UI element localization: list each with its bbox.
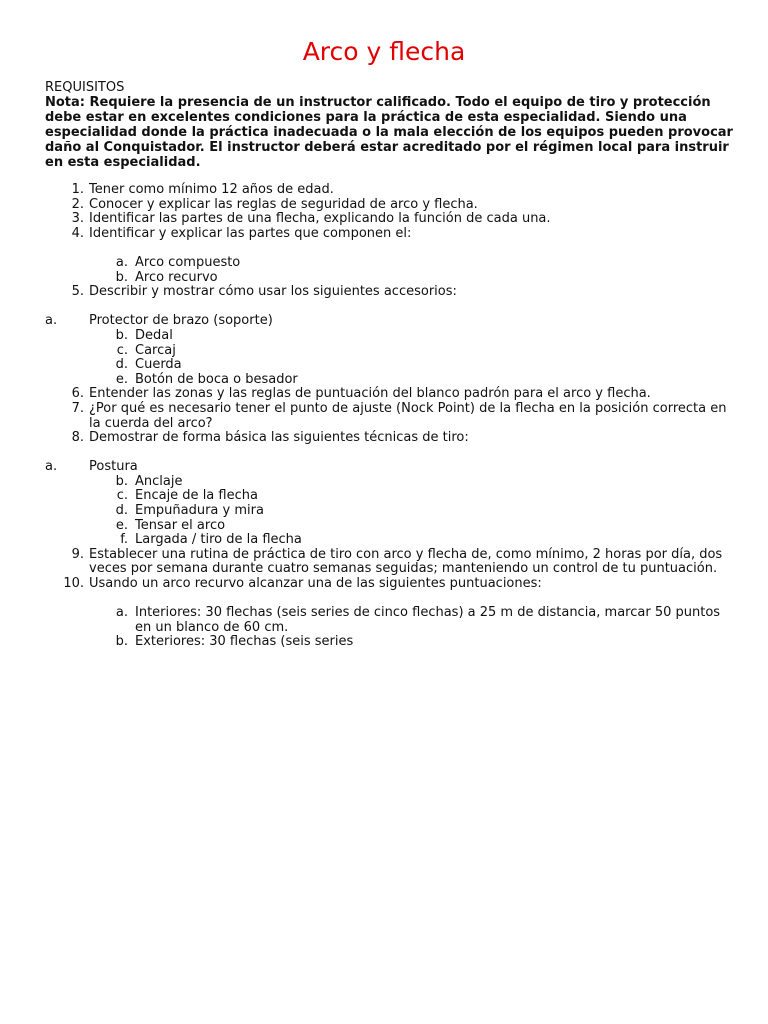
sub-list-item: [45, 504, 735, 519]
page-title: Arco y flecha: [302, 37, 466, 66]
sub-list-item: [45, 635, 735, 650]
item-text: Arco compuesto: [135, 254, 241, 270]
sub-list-item: [45, 489, 735, 504]
item-text: Encaje de la flecha: [135, 488, 258, 504]
item-letter: b.: [115, 634, 128, 650]
item-number: 9.: [71, 546, 84, 562]
item-number: 4.: [71, 225, 84, 241]
item-number: 10.: [63, 576, 84, 592]
item-letter: e.: [115, 371, 128, 387]
requirements-list: [45, 183, 735, 650]
item-number: 7.: [71, 400, 84, 416]
item-number: 1.: [71, 182, 84, 197]
requisitos-heading: REQUISITOS: [45, 80, 125, 95]
item-text: Interiores: 30 flechas (seis series de cinco flechas) a 25 m de distancia, marcar 50 puntos en un blanco de 60 cm.: [135, 605, 721, 635]
spacer: [45, 446, 735, 461]
item-letter: d.: [115, 503, 128, 519]
item-letter: b.: [115, 269, 128, 285]
sub-list-item: [45, 271, 735, 286]
item-text: Botón de boca o besador: [135, 371, 298, 387]
sub-list-item: [45, 256, 735, 271]
item-letter: a.: [115, 605, 128, 621]
spacer: [45, 300, 735, 315]
item-number: 5.: [71, 284, 84, 300]
item-letter: b.: [115, 327, 128, 343]
list-item: [45, 227, 735, 242]
item-text: Postura: [89, 459, 138, 475]
item-text: Establecer una rutina de práctica de tiro con arco y flecha de, como mínimo, 2 horas por día, dos veces por semana durante cuatro semanas seguidas; manteniendo un control de tu puntuación.: [89, 546, 723, 577]
list-item: [45, 387, 735, 402]
item-letter: c.: [116, 342, 128, 358]
item-text: Demostrar de forma básica las siguientes técnicas de tiro:: [89, 430, 469, 446]
sub-list-item: [45, 344, 735, 359]
list-item: [45, 198, 735, 213]
requirements-note: [45, 80, 745, 170]
list-item: [45, 402, 735, 431]
item-letter: a.: [45, 459, 58, 475]
sub-list-item: [45, 358, 735, 373]
list-item: [45, 285, 735, 300]
spacer: [45, 241, 735, 256]
item-letter: a.: [115, 254, 128, 270]
item-letter: a.: [45, 313, 58, 329]
note-text: Nota: Requiere la presencia de un instructor calificado. Todo el equipo de tiro y protección debe estar en excelentes condiciones para la práctica de esta especialidad. Siendo una especialidad donde la práctica inadecuada o la mala elección de los equipos pueden provocar daño al Conquistador. El instructor deberá estar acreditado por el régimen local para instruir en esta especialidad.: [45, 95, 733, 170]
item-text: Empuñadura y mira: [135, 503, 264, 519]
item-number: 2.: [71, 196, 84, 212]
item-text: Describir y mostrar cómo usar los siguientes accesorios:: [89, 284, 457, 300]
item-letter: d.: [115, 357, 128, 373]
spacer: [45, 592, 735, 607]
list-item: [45, 431, 735, 446]
item-letter: c.: [116, 488, 128, 504]
item-text: Carcaj: [135, 342, 176, 358]
list-item: [45, 212, 735, 227]
item-text: Protector de brazo (soporte): [89, 313, 273, 329]
item-text: Cuerda: [135, 357, 182, 373]
item-number: 8.: [71, 430, 84, 446]
list-item: [45, 548, 735, 577]
item-text: Identificar las partes de una flecha, explicando la función de cada una.: [89, 211, 551, 227]
sub-list-item: [45, 519, 735, 534]
sub-list-item: [45, 533, 735, 548]
item-text: Anclaje: [135, 473, 183, 489]
item-text: Usando un arco recurvo alcanzar una de las siguientes puntuaciones:: [89, 576, 542, 592]
item-text: Largada / tiro de la flecha: [135, 532, 302, 548]
item-text: Tener como mínimo 12 años de edad.: [89, 182, 334, 197]
list-item: [45, 577, 735, 592]
item-text: Tensar el arco: [135, 517, 226, 533]
sub-list-item: [45, 460, 735, 475]
item-text: Dedal: [135, 327, 173, 343]
item-text: Arco recurvo: [135, 269, 218, 285]
item-text: Conocer y explicar las reglas de seguridad de arco y flecha.: [89, 196, 478, 212]
item-letter: f.: [120, 532, 128, 548]
item-text: Entender las zonas y las reglas de puntuación del blanco padrón para el arco y flecha.: [89, 386, 651, 402]
item-text: Identificar y explicar las partes que componen el:: [89, 225, 412, 241]
item-text: Exteriores: 30 flechas (seis series: [135, 634, 354, 650]
sub-list-item: [45, 373, 735, 388]
item-letter: e.: [115, 517, 128, 533]
item-letter: b.: [115, 473, 128, 489]
sub-list-item: [45, 475, 735, 490]
sub-list-item: [45, 314, 735, 329]
item-text: ¿Por qué es necesario tener el punto de ajuste (Nock Point) de la flecha en la posición correcta en la cuerda del arco?: [89, 400, 727, 431]
item-number: 3.: [71, 211, 84, 227]
sub-list-item: [45, 606, 735, 635]
sub-list-item: [45, 329, 735, 344]
list-item: [45, 183, 735, 198]
item-number: 6.: [71, 386, 84, 402]
